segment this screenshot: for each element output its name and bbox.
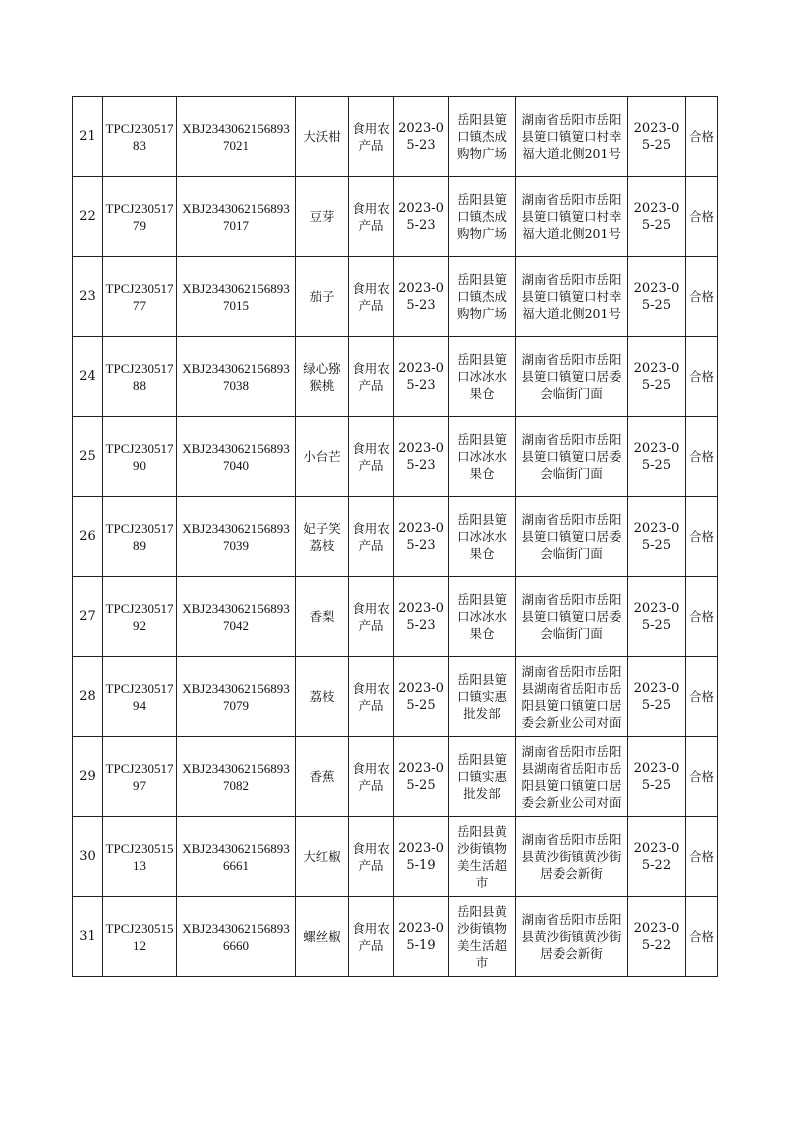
sample-id: XBJ23430621568937042 bbox=[177, 577, 296, 657]
sample-name: 妃子笑荔枝 bbox=[296, 497, 349, 577]
seller-address: 湖南省岳阳市岳阳县筻口镇筻口居委会临街门面 bbox=[516, 577, 628, 657]
report-date: 2023-05-25 bbox=[628, 657, 686, 737]
sampling-date: 2023-05-23 bbox=[394, 417, 449, 497]
seller-address: 湖南省岳阳市岳阳县筻口镇筻口居委会临街门面 bbox=[516, 337, 628, 417]
table-row bbox=[73, 177, 718, 257]
task-id: TPCJ23051788 bbox=[103, 337, 177, 417]
table-row bbox=[73, 657, 718, 737]
sampling-date: 2023-05-25 bbox=[394, 657, 449, 737]
report-date: 2023-05-25 bbox=[628, 417, 686, 497]
table-row bbox=[73, 817, 718, 897]
sample-id: XBJ23430621568937079 bbox=[177, 657, 296, 737]
sample-id: XBJ23430621568937040 bbox=[177, 417, 296, 497]
seller-address: 湖南省岳阳市岳阳县湖南省岳阳市岳阳县筻口镇筻口居委会新业公司对面 bbox=[516, 737, 628, 817]
seller-name: 岳阳县筻口镇杰成购物广场 bbox=[449, 177, 516, 257]
food-category: 食用农产品 bbox=[349, 737, 394, 817]
food-category: 食用农产品 bbox=[349, 257, 394, 337]
sample-name: 荔枝 bbox=[296, 657, 349, 737]
sample-name: 小台芒 bbox=[296, 417, 349, 497]
task-id: TPCJ23051789 bbox=[103, 497, 177, 577]
table-row bbox=[73, 737, 718, 817]
seller-address: 湖南省岳阳市岳阳县筻口镇筻口居委会临街门面 bbox=[516, 497, 628, 577]
result: 合格 bbox=[686, 97, 718, 177]
food-category: 食用农产品 bbox=[349, 657, 394, 737]
sample-name: 香蕉 bbox=[296, 737, 349, 817]
sample-name: 茄子 bbox=[296, 257, 349, 337]
seller-name: 岳阳县筻口冰冰水果仓 bbox=[449, 337, 516, 417]
food-category: 食用农产品 bbox=[349, 177, 394, 257]
row-number: 22 bbox=[73, 177, 103, 257]
seller-address: 湖南省岳阳市岳阳县湖南省岳阳市岳阳县筻口镇筻口居委会新业公司对面 bbox=[516, 657, 628, 737]
report-date: 2023-05-25 bbox=[628, 497, 686, 577]
report-date: 2023-05-22 bbox=[628, 817, 686, 897]
sampling-date: 2023-05-23 bbox=[394, 497, 449, 577]
task-id: TPCJ23051512 bbox=[103, 897, 177, 977]
table-row bbox=[73, 257, 718, 337]
sampling-date: 2023-05-23 bbox=[394, 97, 449, 177]
sample-id: XBJ23430621568937039 bbox=[177, 497, 296, 577]
result: 合格 bbox=[686, 897, 718, 977]
food-category: 食用农产品 bbox=[349, 337, 394, 417]
food-category: 食用农产品 bbox=[349, 497, 394, 577]
row-number: 27 bbox=[73, 577, 103, 657]
seller-address: 湖南省岳阳市岳阳县黄沙街镇黄沙街居委会新街 bbox=[516, 897, 628, 977]
row-number: 25 bbox=[73, 417, 103, 497]
task-id: TPCJ23051790 bbox=[103, 417, 177, 497]
seller-address: 湖南省岳阳市岳阳县黄沙街镇黄沙街居委会新街 bbox=[516, 817, 628, 897]
result: 合格 bbox=[686, 257, 718, 337]
food-category: 食用农产品 bbox=[349, 577, 394, 657]
seller-name: 岳阳县黄沙街镇物美生活超市 bbox=[449, 817, 516, 897]
report-date: 2023-05-25 bbox=[628, 97, 686, 177]
result: 合格 bbox=[686, 177, 718, 257]
result: 合格 bbox=[686, 497, 718, 577]
table-row bbox=[73, 337, 718, 417]
seller-name: 岳阳县筻口冰冰水果仓 bbox=[449, 417, 516, 497]
result: 合格 bbox=[686, 737, 718, 817]
row-number: 24 bbox=[73, 337, 103, 417]
seller-name: 岳阳县筻口冰冰水果仓 bbox=[449, 497, 516, 577]
sample-id: XBJ23430621568937038 bbox=[177, 337, 296, 417]
task-id: TPCJ23051797 bbox=[103, 737, 177, 817]
table-row bbox=[73, 97, 718, 177]
seller-name: 岳阳县黄沙街镇物美生活超市 bbox=[449, 897, 516, 977]
table-row bbox=[73, 497, 718, 577]
task-id: TPCJ23051792 bbox=[103, 577, 177, 657]
sample-name: 螺丝椒 bbox=[296, 897, 349, 977]
row-number: 30 bbox=[73, 817, 103, 897]
food-category: 食用农产品 bbox=[349, 417, 394, 497]
sampling-date: 2023-05-19 bbox=[394, 817, 449, 897]
inspection-results-table bbox=[72, 96, 718, 977]
food-category: 食用农产品 bbox=[349, 897, 394, 977]
sample-id: XBJ23430621568937017 bbox=[177, 177, 296, 257]
task-id: TPCJ23051777 bbox=[103, 257, 177, 337]
sampling-date: 2023-05-23 bbox=[394, 577, 449, 657]
table-row bbox=[73, 417, 718, 497]
sampling-date: 2023-05-23 bbox=[394, 257, 449, 337]
seller-address: 湖南省岳阳市岳阳县筻口镇筻口居委会临街门面 bbox=[516, 417, 628, 497]
sample-name: 豆芽 bbox=[296, 177, 349, 257]
report-date: 2023-05-25 bbox=[628, 177, 686, 257]
food-category: 食用农产品 bbox=[349, 97, 394, 177]
seller-address: 湖南省岳阳市岳阳县筻口镇筻口村幸福大道北侧201号 bbox=[516, 97, 628, 177]
result: 合格 bbox=[686, 417, 718, 497]
food-category: 食用农产品 bbox=[349, 817, 394, 897]
task-id: TPCJ23051783 bbox=[103, 97, 177, 177]
result: 合格 bbox=[686, 817, 718, 897]
sample-id: XBJ23430621568937021 bbox=[177, 97, 296, 177]
sample-id: XBJ23430621568936661 bbox=[177, 817, 296, 897]
seller-name: 岳阳县筻口冰冰水果仓 bbox=[449, 577, 516, 657]
task-id: TPCJ23051779 bbox=[103, 177, 177, 257]
seller-name: 岳阳县筻口镇实惠批发部 bbox=[449, 737, 516, 817]
table-row bbox=[73, 577, 718, 657]
row-number: 28 bbox=[73, 657, 103, 737]
sample-id: XBJ23430621568936660 bbox=[177, 897, 296, 977]
sampling-date: 2023-05-23 bbox=[394, 177, 449, 257]
result: 合格 bbox=[686, 577, 718, 657]
seller-address: 湖南省岳阳市岳阳县筻口镇筻口村幸福大道北侧201号 bbox=[516, 257, 628, 337]
task-id: TPCJ23051513 bbox=[103, 817, 177, 897]
sampling-date: 2023-05-23 bbox=[394, 337, 449, 417]
sample-name: 大红椒 bbox=[296, 817, 349, 897]
sample-id: XBJ23430621568937015 bbox=[177, 257, 296, 337]
sampling-date: 2023-05-19 bbox=[394, 897, 449, 977]
table-row bbox=[73, 897, 718, 977]
row-number: 29 bbox=[73, 737, 103, 817]
report-date: 2023-05-22 bbox=[628, 897, 686, 977]
report-date: 2023-05-25 bbox=[628, 257, 686, 337]
row-number: 26 bbox=[73, 497, 103, 577]
task-id: TPCJ23051794 bbox=[103, 657, 177, 737]
sample-name: 大沃柑 bbox=[296, 97, 349, 177]
row-number: 23 bbox=[73, 257, 103, 337]
seller-name: 岳阳县筻口镇杰成购物广场 bbox=[449, 257, 516, 337]
sample-name: 绿心猕猴桃 bbox=[296, 337, 349, 417]
result: 合格 bbox=[686, 337, 718, 417]
report-date: 2023-05-25 bbox=[628, 577, 686, 657]
report-date: 2023-05-25 bbox=[628, 737, 686, 817]
result: 合格 bbox=[686, 657, 718, 737]
row-number: 31 bbox=[73, 897, 103, 977]
sample-name: 香梨 bbox=[296, 577, 349, 657]
seller-address: 湖南省岳阳市岳阳县筻口镇筻口村幸福大道北侧201号 bbox=[516, 177, 628, 257]
seller-name: 岳阳县筻口镇杰成购物广场 bbox=[449, 97, 516, 177]
sampling-date: 2023-05-25 bbox=[394, 737, 449, 817]
row-number: 21 bbox=[73, 97, 103, 177]
sample-id: XBJ23430621568937082 bbox=[177, 737, 296, 817]
seller-name: 岳阳县筻口镇实惠批发部 bbox=[449, 657, 516, 737]
report-date: 2023-05-25 bbox=[628, 337, 686, 417]
